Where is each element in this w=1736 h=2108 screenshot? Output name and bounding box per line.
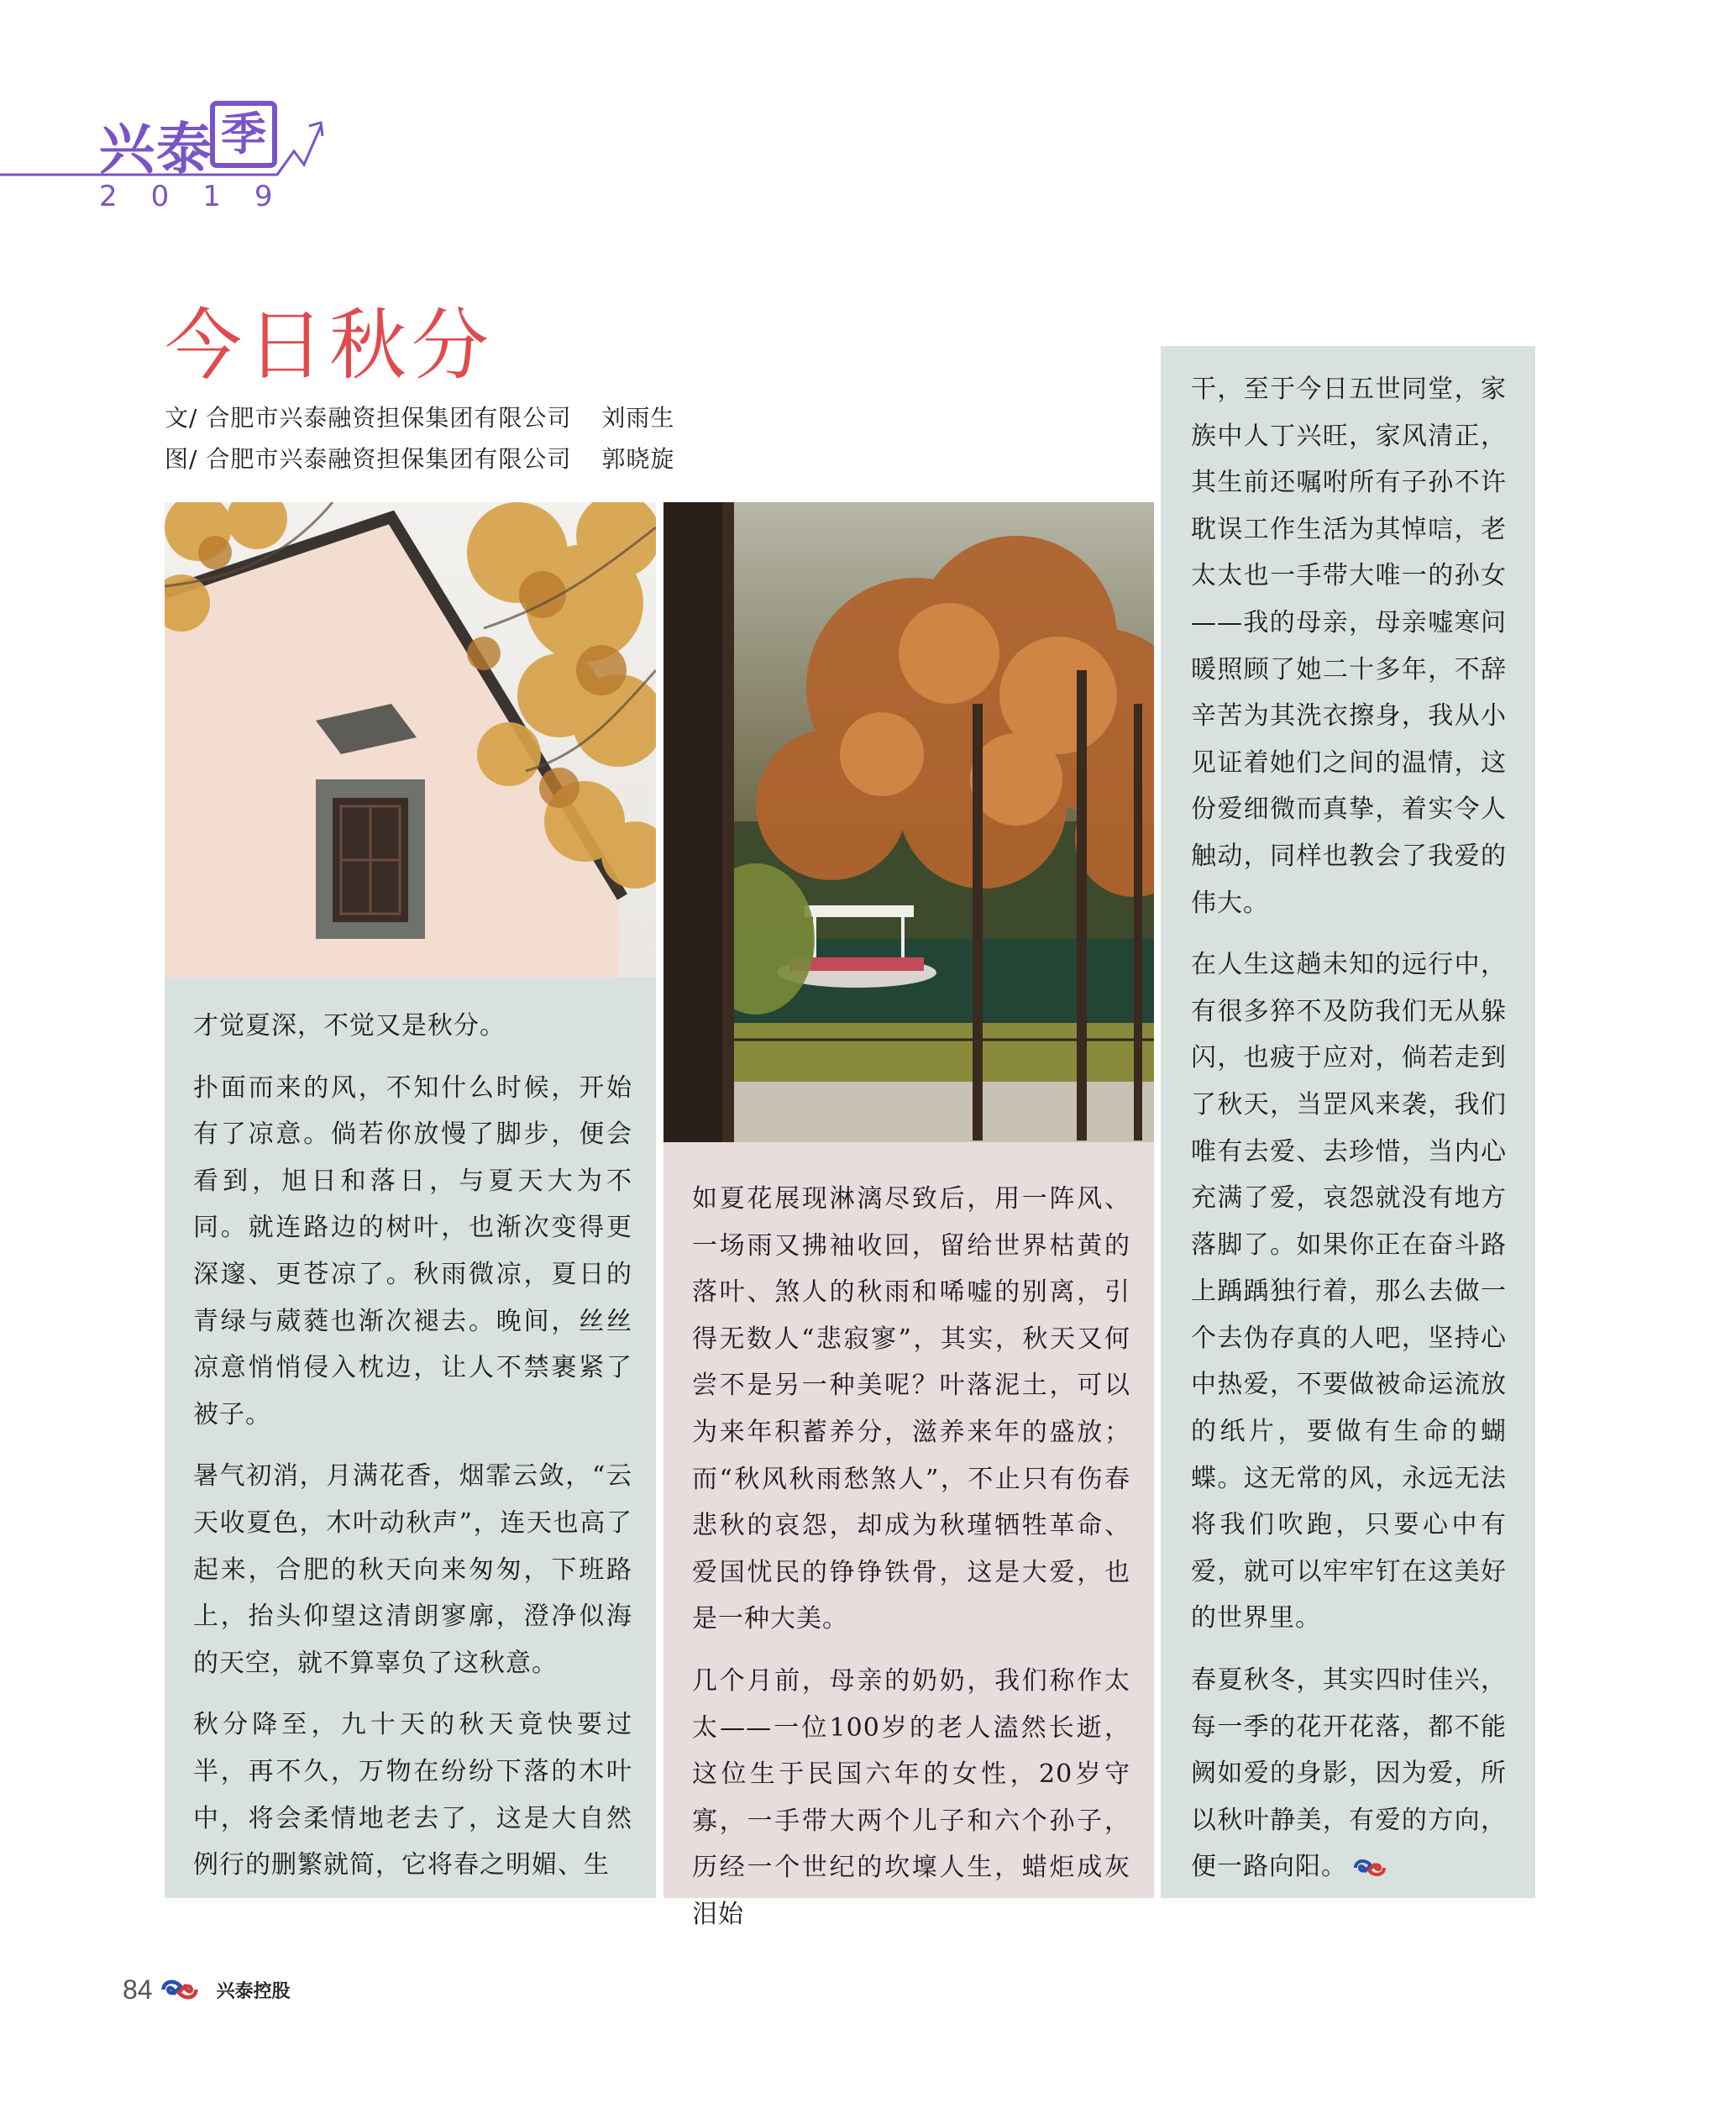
author-credit-label: 文/ 合肥市兴泰融资担保集团有限公司	[165, 404, 572, 432]
brand-name: 兴泰	[99, 117, 213, 181]
brand-underline-arrow-icon	[0, 92, 336, 185]
article-title: 今日秋分	[165, 301, 495, 391]
column-1	[165, 502, 656, 1898]
photo-credit	[165, 441, 674, 475]
paragraph: 秋分降至，九十天的秋天竟快要过半，再不久，万物在纷纷下落的木叶中，将会柔情地老去了，这是大自然例行的删繁就简，它将春之明媚、生	[193, 1710, 632, 1880]
column-2-text	[663, 1142, 1154, 1929]
brand-season-seal: 季	[210, 101, 277, 168]
paragraph: 干，至于今日五世同堂，家族中人丁兴旺，家风清正，其生前还嘱咐所有子孙不许耽误工作生活为其悼唁，老太太也一手带大唯一的孙女——我的母亲，母亲嘘寒问暖照顾了她二十多年，不辞辛苦为其洗衣擦身，我从小见证着她们之间的温情，这份爱细微而真挚，着实令人触动，同样也教会了我爱的伟大。	[1191, 375, 1507, 918]
photographer-name: 郭晓旋	[601, 445, 675, 473]
paragraph: 才觉夏深，不觉又是秋分。	[193, 1011, 506, 1041]
page-number: 84	[123, 1974, 153, 2005]
column-1-text	[165, 978, 656, 1898]
paragraph: 几个月前，母亲的奶奶，我们称作太太——一位100岁的老人溘然长逝，这位生于民国六年的女性，20岁守寡，一手带大两个儿子和六个孙子，历经一个世纪的坎壈人生，蜡炬成灰泪始	[692, 1665, 1130, 1929]
paragraph	[1191, 1657, 1507, 1890]
author-credit	[165, 400, 674, 433]
author-name: 刘雨生	[601, 404, 675, 432]
column-2	[663, 502, 1154, 1929]
company-logo-icon	[160, 1977, 200, 2002]
page-footer	[123, 1969, 291, 2011]
footer-brand: 兴泰控股	[216, 1980, 291, 2002]
column-3	[1161, 346, 1535, 1898]
end-logo-icon	[1352, 1857, 1387, 1879]
photo-autumn-lake-boat	[663, 502, 1154, 1142]
magazine-brand	[0, 92, 353, 218]
paragraph: 扑面而来的风，不知什么时候，开始有了凉意。倘若你放慢了脚步，便会看到，旭日和落日，与夏天大为不同。就连路边的树叶，也渐次变得更深邃、更苍凉了。秋雨微凉，夏日的青绿与葳蕤也渐次褪去。晚间，丝丝凉意悄悄侵入枕边，让人不禁裹紧了被子。	[193, 1072, 632, 1429]
photo-credit-label: 图/ 合肥市兴泰融资担保集团有限公司	[165, 445, 572, 473]
photo-white-wall-ginkgo	[165, 502, 656, 978]
paragraph: 在人生这趟未知的远行中，有很多猝不及防我们无从躲闪，也疲于应对，倘若走到了秋天，当罡风来袭，我们唯有去爱、去珍惜，当内心充满了爱，哀怨就没有地方落脚了。如果你正在奋斗路上踽踽独行着，那么去做一个去伪存真的人吧，坚持心中热爱，不要做被命运流放的纸片，要做有生命的蝴蝶。这无常的风，永远无法将我们吹跑，只要心中有爱，就可以牢牢钉在这美好的世界里。	[1191, 950, 1507, 1633]
brand-year: 2019	[99, 180, 307, 213]
paragraph: 如夏花展现淋漓尽致后，用一阵风、一场雨又拂袖收回，留给世界枯黄的落叶、煞人的秋雨和唏嘘的别离，引得无数人“悲寂寥”，其实，秋天又何尝不是另一种美呢？叶落泥土，可以为来年积蓄养分，滋养来年的盛放；而“秋风秋雨愁煞人”，不止只有伤春悲秋的哀怨，却成为秋瑾牺牲革命、爱国忧民的铮铮铁骨，这是大爱，也是一种大美。	[692, 1184, 1130, 1634]
column-3-text	[1161, 346, 1535, 1898]
paragraph-text: 春夏秋冬，其实四时佳兴，每一季的花开花落，都不能阙如爱的身影，因为爱，所以秋叶静美，有爱的方向，便一路向阳。	[1191, 1665, 1507, 1882]
paragraph: 暑气初消，月满花香，烟霏云敛，“云天收夏色，木叶动秋声”，连天也高了起来，合肥的秋天向来匆匆，下班路上，抬头仰望这清朗寥廓，澄净似海的天空，就不算辜负了这秋意。	[193, 1461, 632, 1678]
